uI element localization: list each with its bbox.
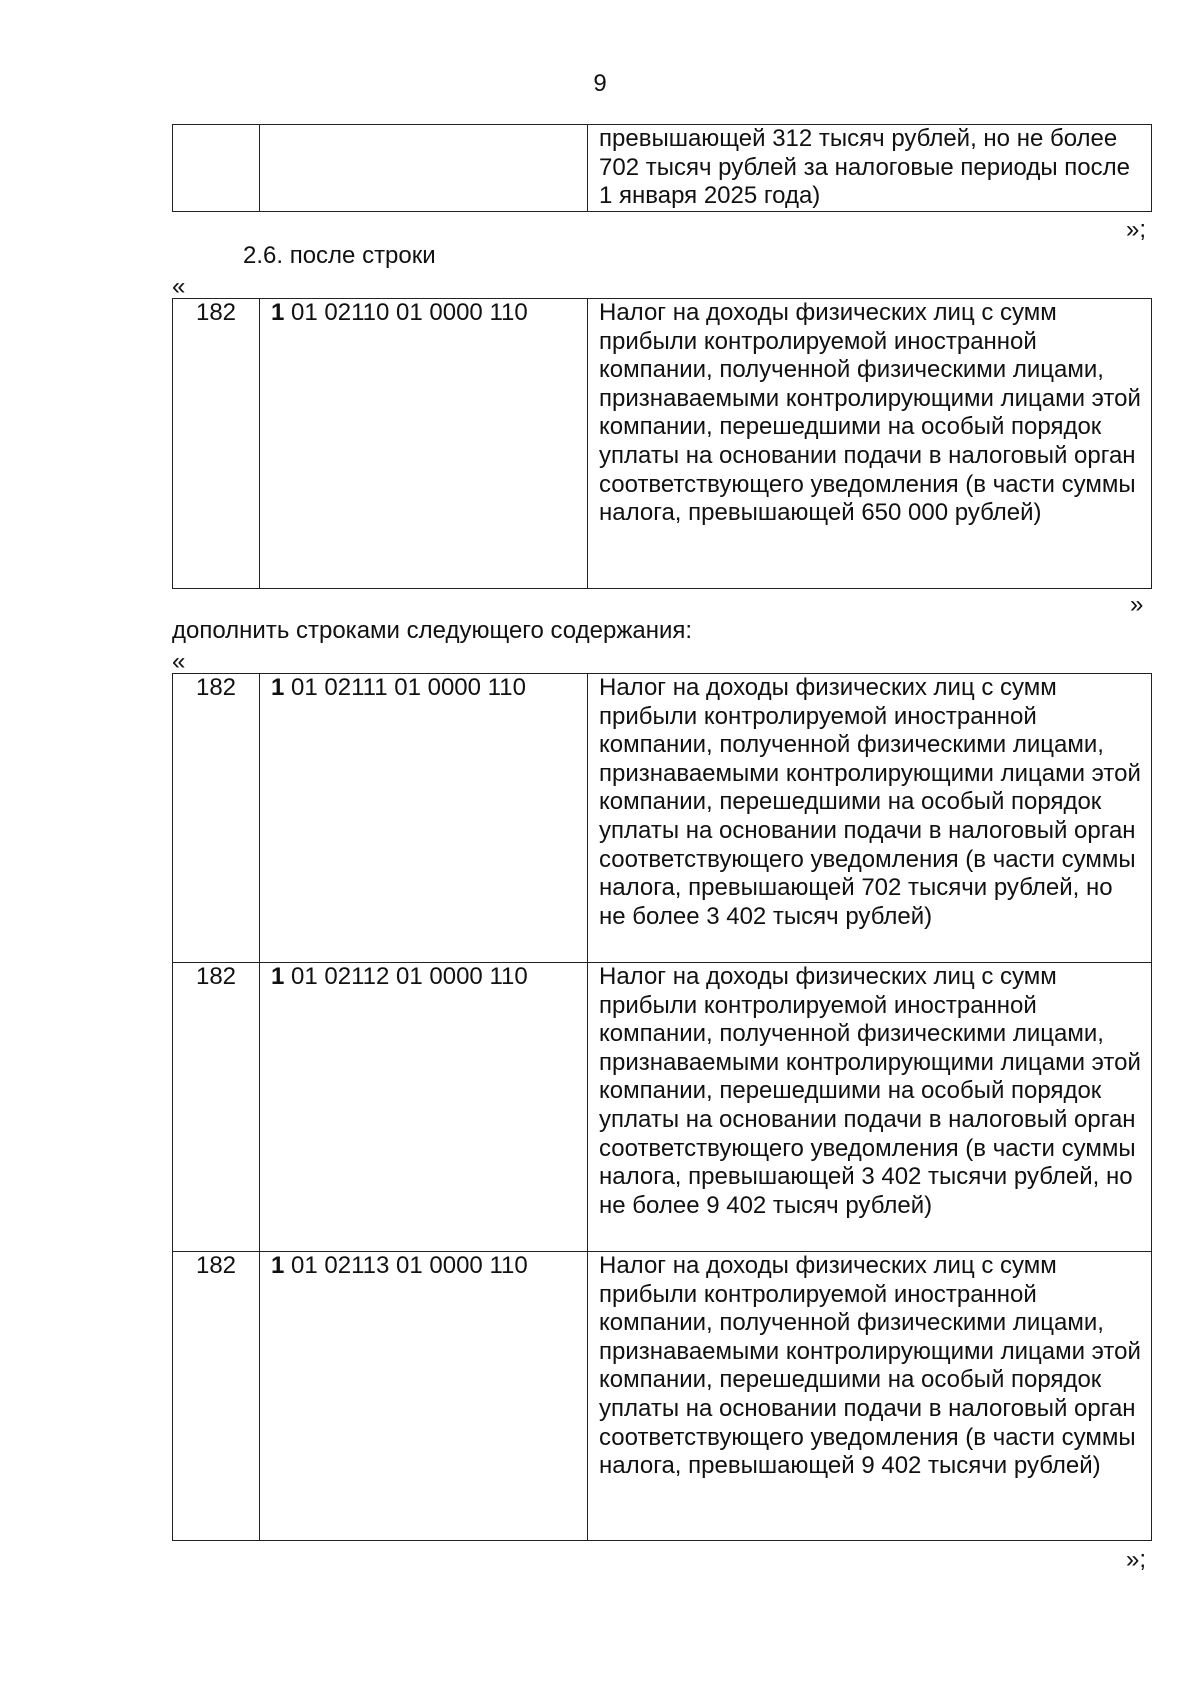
kbk-code-first: 1 bbox=[271, 674, 285, 701]
description-cell: Налог на доходы физических лиц с сумм прибыли контролируемой иностранной компании, полученной физическими лицами, признаваемыми контролирующими лицами этой компании, перешедшими на особый порядок уплаты на основании подачи в налоговый орган соответствующего уведомления (в части суммы налога, превышающей 9 402 тысячи рублей) bbox=[588, 1252, 1152, 1541]
kbk-admin-cell: 182 bbox=[173, 963, 260, 1252]
kbk-code-cell bbox=[260, 125, 588, 212]
closing-quote: »; bbox=[1126, 216, 1147, 243]
kbk-admin-cell: 182 bbox=[173, 299, 260, 589]
description-cell: Налог на доходы физических лиц с сумм прибыли контролируемой иностранной компании, полученной физическими лицами, признаваемыми контролирующими лицами этой компании, перешедшими на особый порядок уплаты на основании подачи в налоговый орган соответствующего уведомления (в части суммы налога, превышающей 702 тысячи рублей, но не более 3 402 тысяч рублей) bbox=[588, 674, 1152, 963]
kbk-code-first: 1 bbox=[271, 299, 285, 326]
opening-quote: « bbox=[172, 648, 186, 675]
kbk-admin-cell bbox=[173, 125, 260, 212]
kbk-code-cell bbox=[260, 1252, 588, 1541]
kbk-code-rest: 01 02113 01 0000 110 bbox=[284, 1252, 528, 1279]
table-row bbox=[173, 963, 1152, 1252]
table-new-rows bbox=[172, 673, 1152, 1541]
section-heading: 2.6. после строки bbox=[243, 242, 436, 269]
kbk-code-rest: 01 02110 01 0000 110 bbox=[284, 299, 528, 326]
kbk-code-first: 1 bbox=[271, 1252, 285, 1279]
table-row bbox=[173, 674, 1152, 963]
kbk-code-cell bbox=[260, 299, 588, 589]
table-continuation bbox=[172, 124, 1152, 212]
description-cell: превышающей 312 тысяч рублей, но не более 702 тысяч рублей за налоговые периоды после 1 января 2025 года) bbox=[588, 125, 1152, 212]
table-row bbox=[173, 125, 1152, 212]
description-cell: Налог на доходы физических лиц с сумм прибыли контролируемой иностранной компании, полученной физическими лицами, признаваемыми контролирующими лицами этой компании, перешедшими на особый порядок уплаты на основании подачи в налоговый орган соответствующего уведомления (в части суммы налога, превышающей 3 402 тысячи рублей, но не более 9 402 тысяч рублей) bbox=[588, 963, 1152, 1252]
description-cell: Налог на доходы физических лиц с сумм прибыли контролируемой иностранной компании, полученной физическими лицами, признаваемыми контролирующими лицами этой компании, перешедшими на особый порядок уплаты на основании подачи в налоговый орган соответствующего уведомления (в части суммы налога, превышающей 650 000 рублей) bbox=[588, 299, 1152, 589]
kbk-code-cell bbox=[260, 963, 588, 1252]
table-row bbox=[173, 1252, 1152, 1541]
kbk-admin-cell: 182 bbox=[173, 1252, 260, 1541]
opening-quote: « bbox=[172, 273, 186, 300]
table-row bbox=[173, 299, 1152, 589]
page-number: 9 bbox=[593, 70, 607, 97]
closing-quote: » bbox=[1130, 591, 1144, 618]
kbk-code-first: 1 bbox=[271, 963, 285, 990]
kbk-code-rest: 01 02111 01 0000 110 bbox=[284, 674, 526, 701]
kbk-code-rest: 01 02112 01 0000 110 bbox=[284, 963, 528, 990]
kbk-admin-cell: 182 bbox=[173, 674, 260, 963]
table-existing-row bbox=[172, 298, 1152, 589]
closing-quote: »; bbox=[1126, 1546, 1147, 1573]
supplement-text: дополнить строками следующего содержания: bbox=[172, 617, 693, 644]
kbk-code-cell bbox=[260, 674, 588, 963]
